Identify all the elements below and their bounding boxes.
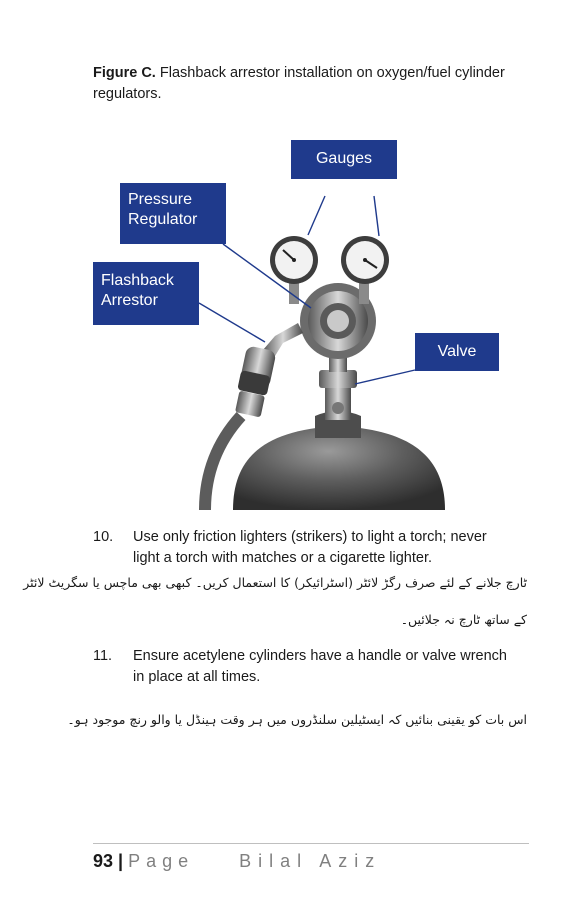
label-gauges — [291, 140, 397, 179]
label-flashback-arrestor — [93, 262, 199, 325]
urdu-translation-10-line2: کے ساتھ ٹارچ نہ جلائیں۔ — [400, 612, 527, 627]
label-pressure-regulator — [120, 183, 226, 244]
label-valve — [415, 333, 499, 371]
footer-separator: | — [118, 851, 124, 871]
left-gauge — [270, 236, 318, 284]
figure-caption — [93, 63, 513, 105]
item-number: 11. — [93, 648, 113, 664]
page-word: Page — [128, 851, 195, 871]
caption-label: Figure C. — [93, 65, 156, 81]
label-flashback-arrestor-text: Flashback Arrestor — [101, 272, 174, 309]
author-name: Bilal Aziz — [239, 851, 382, 871]
page-footer — [93, 850, 381, 872]
label-valve-text: Valve — [437, 343, 477, 360]
caption-text: Flashback arrestor installation on oxygen/fuel cylinder regulators. — [93, 65, 505, 102]
label-pressure-regulator-text: Pressure Regulator — [128, 191, 198, 228]
valve-handle — [319, 370, 357, 388]
right-gauge — [341, 236, 389, 284]
cylinder-body — [233, 426, 445, 510]
footer-divider — [93, 843, 529, 844]
urdu-translation-11-line1: اس بات کو یقینی بنائیں کہ ایسٹیلین سلنڈروں میں ہر وقت ہینڈل یا والو رنچ موجود ہو۔ — [67, 712, 527, 727]
regulator-figure — [93, 138, 498, 510]
label-gauges-text: Gauges — [315, 150, 373, 167]
item-number: 10. — [93, 529, 114, 545]
page-number: 93 — [93, 851, 114, 871]
item-text: Use only friction lighters (strikers) to light a torch; never light a torch with matches or a cigarette lighter. — [133, 529, 487, 566]
flashback-arrestor-part — [235, 345, 277, 417]
urdu-translation-10-line1: ٹارچ جلانے کے لئے صرف رگڑ لائٹر (اسٹرائیکر) کا استعمال کریں۔ کبھی بھی ماچس یا سگریٹ لائٹر — [23, 575, 527, 590]
item-text: Ensure acetylene cylinders have a handle or valve wrench in place at all times. — [133, 648, 507, 685]
